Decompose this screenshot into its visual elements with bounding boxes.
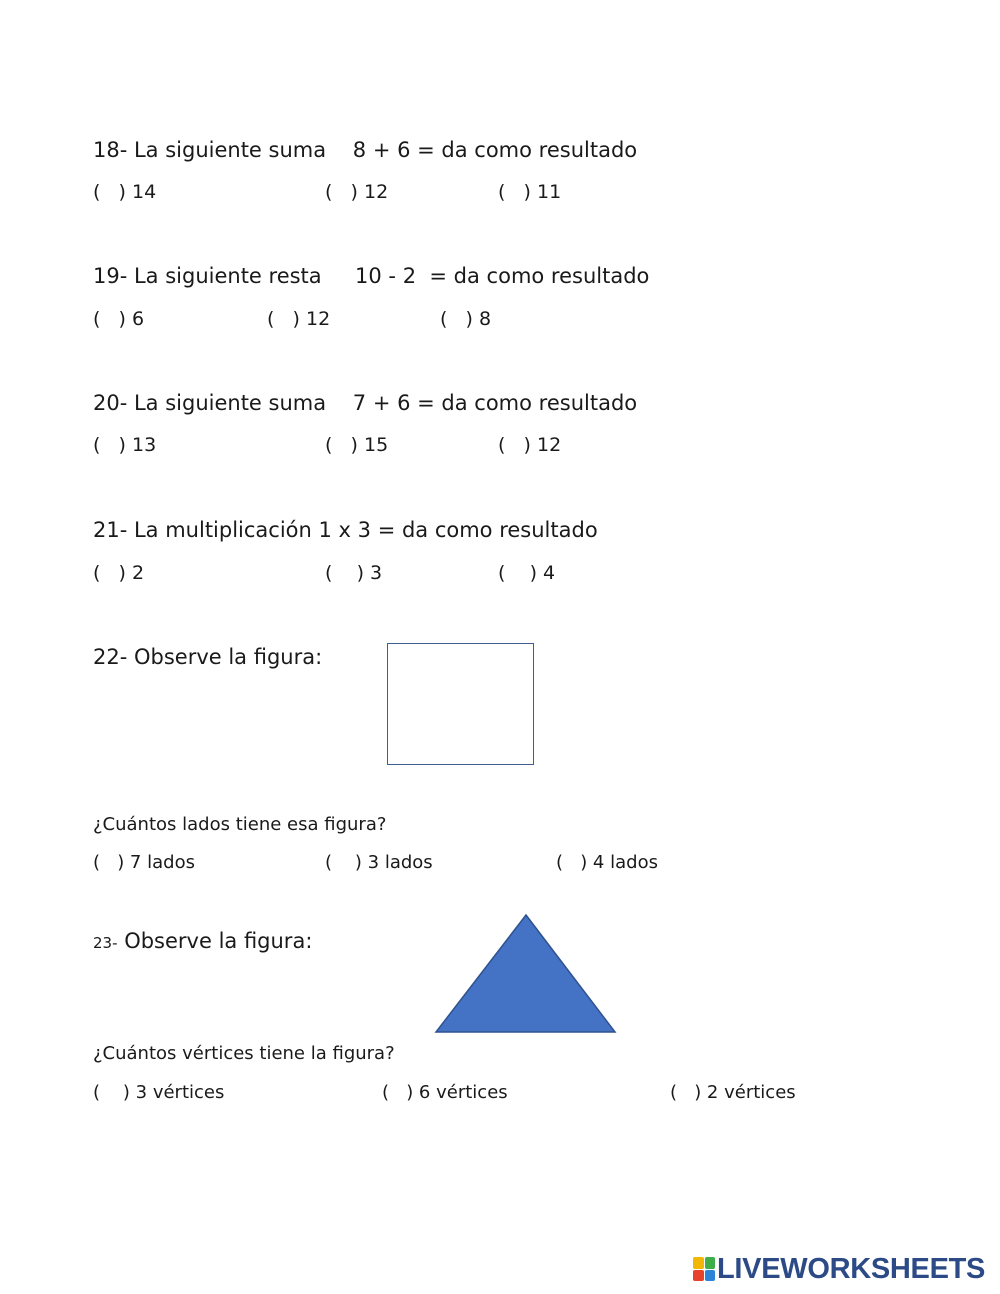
question-23-option-a[interactable]: ( ) 3 vértices	[93, 1082, 225, 1103]
question-20-option-b[interactable]: ( ) 15	[325, 434, 389, 456]
question-20-prompt: 20- La siguiente suma 7 + 6 = da como resultado	[93, 391, 638, 415]
question-21-option-c[interactable]: ( ) 4	[498, 562, 556, 584]
liveworksheets-brand-name: LIVEWORKSHEETS	[717, 1252, 986, 1285]
liveworksheets-logo-icon	[693, 1257, 715, 1281]
question-22-option-c[interactable]: ( ) 4 lados	[556, 852, 658, 873]
question-23-number: 23-	[93, 934, 118, 952]
question-22-sub-question: ¿Cuántos lados tiene esa figura?	[93, 814, 387, 835]
question-23-prompt: Observe la figura:	[124, 929, 313, 953]
question-18-option-b[interactable]: ( ) 12	[325, 181, 389, 203]
triangle-figure	[434, 913, 618, 1035]
question-21-option-b[interactable]: ( ) 3	[325, 562, 383, 584]
triangle-shape	[436, 915, 615, 1032]
liveworksheets-logo	[693, 1253, 985, 1285]
question-22-option-a[interactable]: ( ) 7 lados	[93, 852, 195, 873]
question-23-option-c[interactable]: ( ) 2 vértices	[670, 1082, 796, 1103]
question-18-option-c[interactable]: ( ) 11	[498, 181, 562, 203]
question-23-option-b[interactable]: ( ) 6 vértices	[382, 1082, 508, 1103]
question-21-prompt: 21- La multiplicación 1 x 3 = da como resultado	[93, 518, 598, 542]
question-22-option-b[interactable]: ( ) 3 lados	[325, 852, 433, 873]
question-18-option-a[interactable]: ( ) 14	[93, 181, 157, 203]
question-19-prompt: 19- La siguiente resta 10 - 2 = da como resultado	[93, 264, 650, 288]
question-23-sub-question: ¿Cuántos vértices tiene la figura?	[93, 1043, 395, 1064]
square-figure	[387, 643, 534, 765]
question-20-option-a[interactable]: ( ) 13	[93, 434, 157, 456]
question-19-option-c[interactable]: ( ) 8	[440, 308, 492, 330]
question-19-option-a[interactable]: ( ) 6	[93, 308, 145, 330]
question-21-option-a[interactable]: ( ) 2	[93, 562, 145, 584]
question-20-option-c[interactable]: ( ) 12	[498, 434, 562, 456]
question-19-option-b[interactable]: ( ) 12	[267, 308, 331, 330]
question-22-prompt: 22- Observe la figura:	[93, 645, 323, 669]
question-23-prompt-line	[93, 931, 312, 952]
question-18-prompt: 18- La siguiente suma 8 + 6 = da como resultado	[93, 138, 638, 162]
